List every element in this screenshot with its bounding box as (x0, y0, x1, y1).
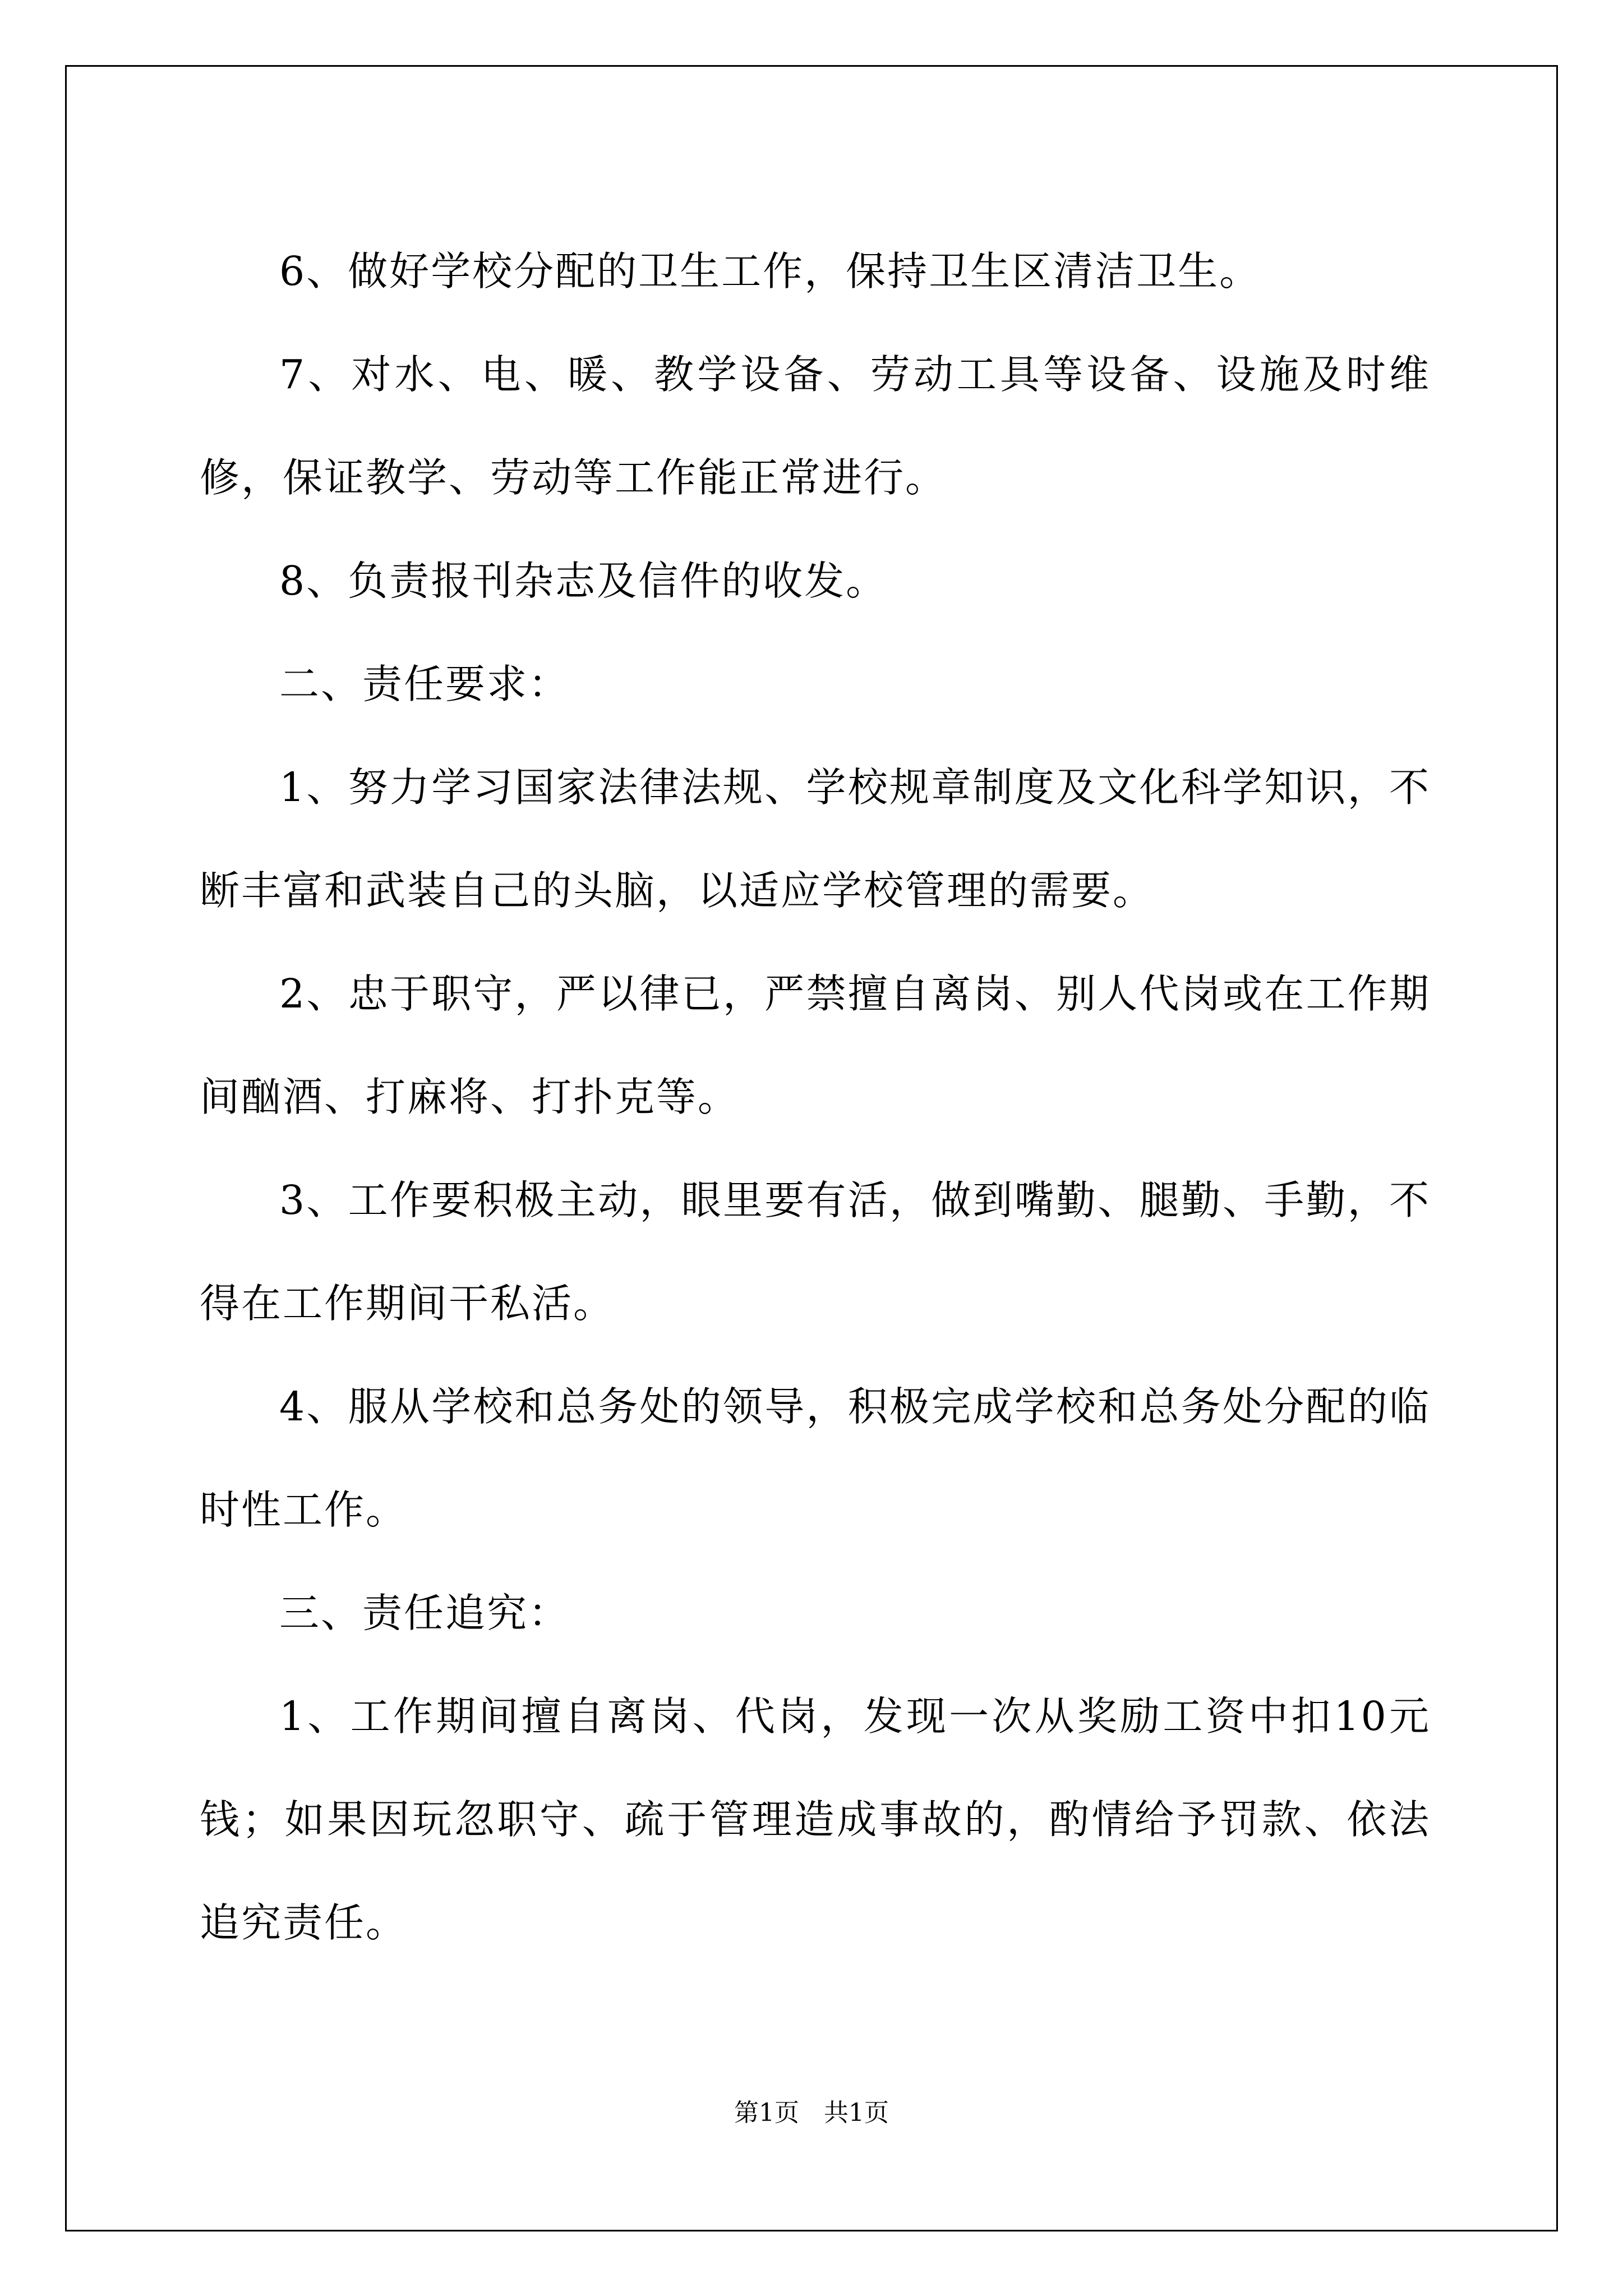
requirement-item-2: 2、忠于职守，严以律已，严禁擅自离岗、别人代岗或在工作期间酗酒、打麻将、打扑克等。 (200, 970, 1431, 1120)
accountability-item-1: 1、工作期间擅自离岗、代岗，发现一次从奖励工资中扣10元钱；如果因玩忽职守、疏于管理造成事故的，酌情给予罚款、依法追究责任。 (200, 1693, 1431, 1946)
page-number-current: 第1页 (734, 2099, 799, 2127)
paragraph-item-8: 8、负责报刊杂志及信件的收发。 (279, 558, 888, 604)
requirement-item-1: 1、努力学习国家法律法规、学校规章制度及文化科学知识，不断丰富和武装自己的头脑，以适应学校管理的需要。 (200, 764, 1431, 914)
page-footer (0, 2092, 1623, 2128)
requirement-item-3: 3、工作要积极主动，眼里要有活，做到嘴勤、腿勤、手勤，不得在工作期间干私活。 (200, 1177, 1431, 1327)
paragraph-item-7: 7、对水、电、暖、教学设备、劳动工具等设备、设施及时维修，保证教学、劳动等工作能正常进行。 (200, 351, 1431, 501)
paragraph-item-6: 6、做好学校分配的卫生工作，保持卫生区清洁卫生。 (279, 248, 1261, 295)
requirement-item-4: 4、服从学校和总务处的领导，积极完成学校和总务处分配的临时性工作。 (200, 1383, 1431, 1533)
section-heading-requirements: 二、责任要求： (279, 661, 570, 707)
document-body (200, 220, 1431, 1975)
page-number-total: 共1页 (824, 2099, 889, 2127)
section-heading-accountability: 三、责任追究： (279, 1590, 570, 1636)
